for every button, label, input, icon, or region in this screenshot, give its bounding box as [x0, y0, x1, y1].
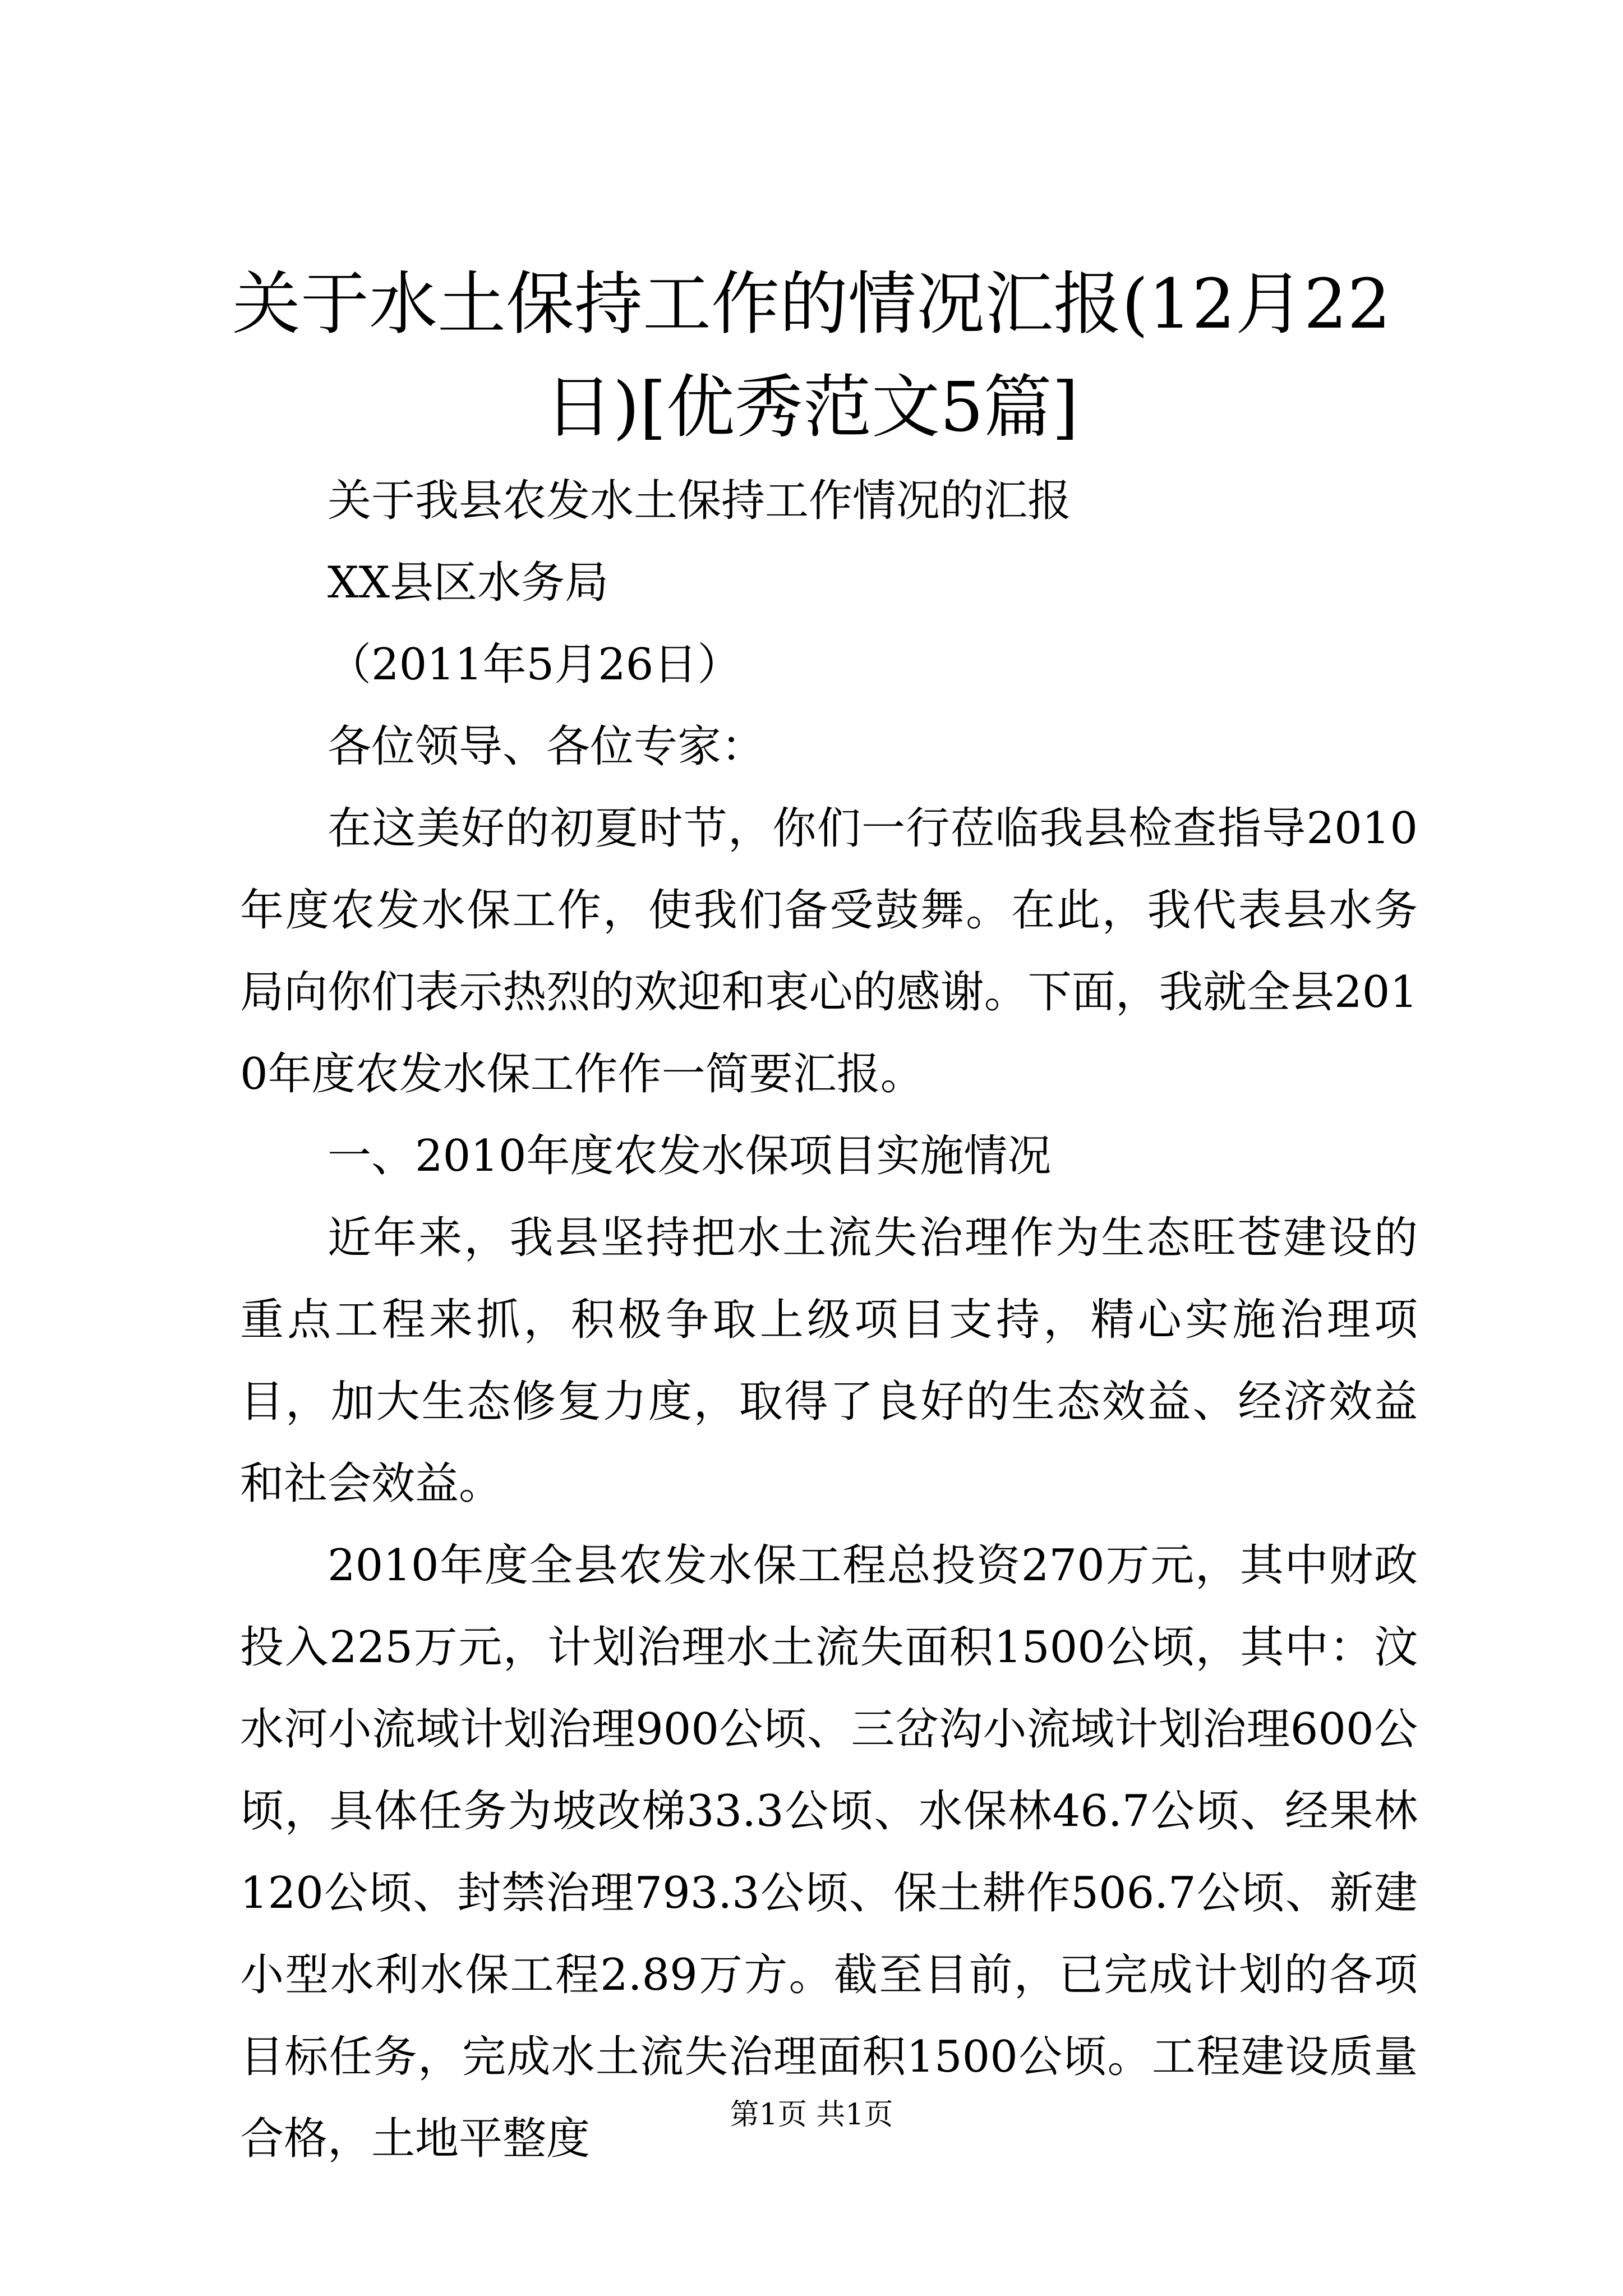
report-date: （2011年5月26日）: [328, 639, 741, 690]
subtitle-report-name: 关于我县农发水土保持工作情况的汇报: [328, 476, 1072, 526]
document-title: 关于水土保持工作的情况汇报(12月22日)[优秀范文5篇]: [232, 264, 1391, 447]
page-footer: 第1页 共1页: [730, 2098, 893, 2132]
body-paragraph: 在这美好的初夏时节，你们一行莅临我县检查指导2010年度农发水保工作，使我们备受鼓舞。在此，我代表县水务局向你们表示热烈的欢迎和衷心的感谢。下面，我就全县2010年度农发水保工作作一简要汇报。: [240, 803, 1418, 1099]
issuing-organization: XX县区水务局: [328, 558, 609, 608]
salutation: 各位领导、各位专家：: [328, 721, 766, 772]
body-paragraph: 2010年度全县农发水保工程总投资270万元，其中财政投入225万元，计划治理水土流失面积1500公顷，其中：汶水河小流域计划治理900公顷、三岔沟小流域计划治理600公顷，具体任务为坡改梯33.3公顷、水保林46.7公顷、经果林120公顷、封禁治理793.3公顷、保土耕作506.7公顷、新建小型水利水保工程2.89万方。截至目前，已完成计划的各项目标任务，完成水土流失治理面积1500公顷。工程建设质量合格，土地平整度: [240, 1540, 1418, 2164]
section-heading: 一、2010年度农发水保项目实施情况: [328, 1131, 1052, 1181]
document-body: [240, 460, 1418, 2180]
body-paragraph: 近年来，我县坚持把水土流失治理作为生态旺苍建设的重点工程来抓，积极争取上级项目支持，精心实施治理项目，加大生态修复力度，取得了良好的生态效益、经济效益和社会效益。: [240, 1213, 1418, 1509]
